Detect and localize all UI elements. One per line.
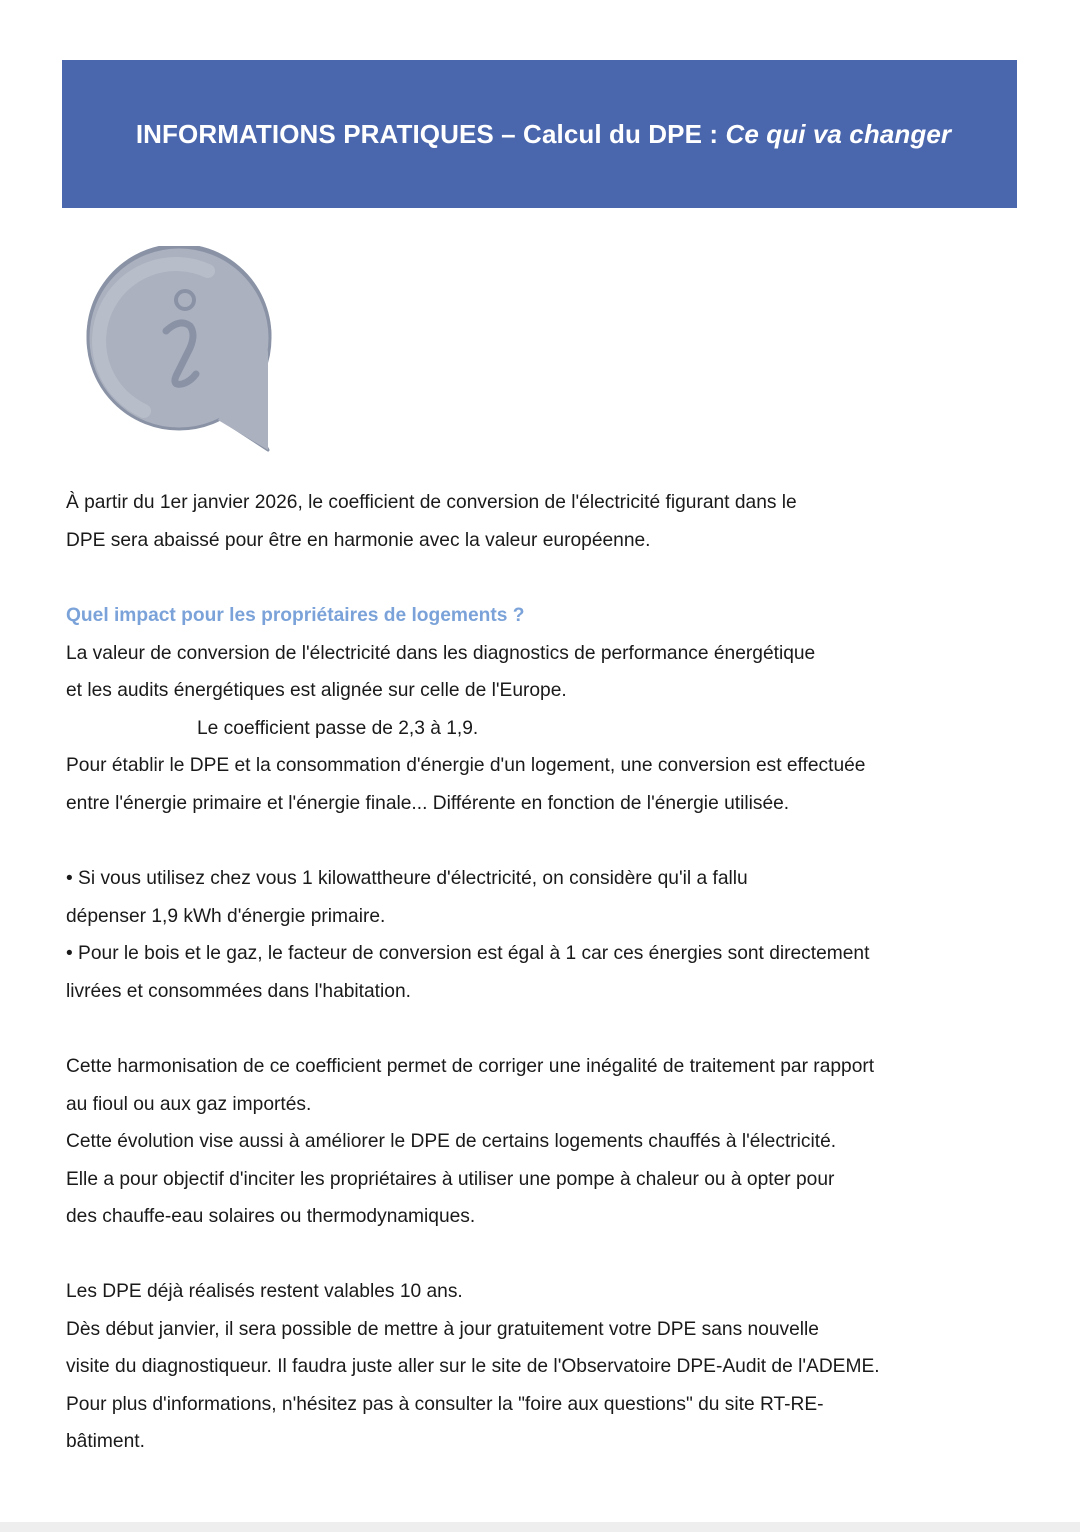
intro-paragraph [66,484,797,559]
section-line: Pour établir le DPE et la consommation d'énergie d'un logement, une conversion est effectuée [66,755,866,777]
intro-line: À partir du 1er janvier 2026, le coefficient de conversion de l'électricité figurant dans le [66,492,797,513]
section-line: et les audits énergétiques est alignée sur celle de l'Europe. [66,680,567,702]
bullet-item-continuation: dépenser 1,9 kWh d'énergie primaire. [66,905,386,927]
impact-section [66,597,865,823]
paragraph-line: Dès début janvier, il sera possible de mettre à jour gratuitement votre DPE sans nouvelle [66,1318,819,1340]
intro-line: DPE sera abaissé pour être en harmonie avec la valeur européenne. [66,529,651,551]
page-title-italic: Ce qui va changer [725,118,952,149]
header-banner [62,60,1017,208]
paragraph-line: visite du diagnostiqueur. Il faudra juste aller sur le site de l'Observatoire DPE-Audit de l'ADEME. [66,1356,880,1378]
page-title [128,119,951,150]
bullet-item: • Pour le bois et le gaz, le facteur de conversion est égal à 1 car ces énergies sont directement [66,943,870,965]
bullet-list [66,860,869,1010]
page-title-main: INFORMATIONS PRATIQUES – Calcul du DPE : [135,118,726,149]
coefficient-line: Le coefficient passe de 2,3 à 1,9. [197,717,479,739]
section-line: entre l'énergie primaire et l'énergie finale... Différente en fonction de l'énergie utilisée. [66,792,790,814]
paragraph-line: des chauffe-eau solaires ou thermodynamiques. [66,1206,476,1228]
section-line: La valeur de conversion de l'électricité dans les diagnostics de performance énergétique [66,642,816,664]
page-bottom-edge [0,1522,1080,1532]
paragraph-line: au fioul ou aux gaz importés. [66,1093,312,1115]
paragraph-line: Cette évolution vise aussi à améliorer le DPE de certains logements chauffés à l'électricité. [66,1131,837,1153]
bullet-item-continuation: livrées et consommées dans l'habitation. [66,980,411,1002]
paragraph-line: Cette harmonisation de ce coefficient permet de corriger une inégalité de traitement par rapport [66,1056,875,1077]
info-speech-bubble-icon [84,246,274,454]
paragraph-line: Les DPE déjà réalisés restent valables 10 ans. [66,1281,463,1302]
harmonisation-paragraph [66,1048,874,1236]
closing-paragraph [66,1273,880,1461]
paragraph-line: Elle a pour objectif d'inciter les propriétaires à utiliser une pompe à chaleur ou à opter pour [66,1168,835,1190]
section-heading: Quel impact pour les propriétaires de logements ? [66,605,525,626]
paragraph-line: Pour plus d'informations, n'hésitez pas à consulter la "foire aux questions" du site RT-RE- [66,1393,824,1415]
bullet-item: • Si vous utilisez chez vous 1 kilowattheure d'électricité, on considère qu'il a fallu [66,868,748,889]
paragraph-line: bâtiment. [66,1431,145,1453]
